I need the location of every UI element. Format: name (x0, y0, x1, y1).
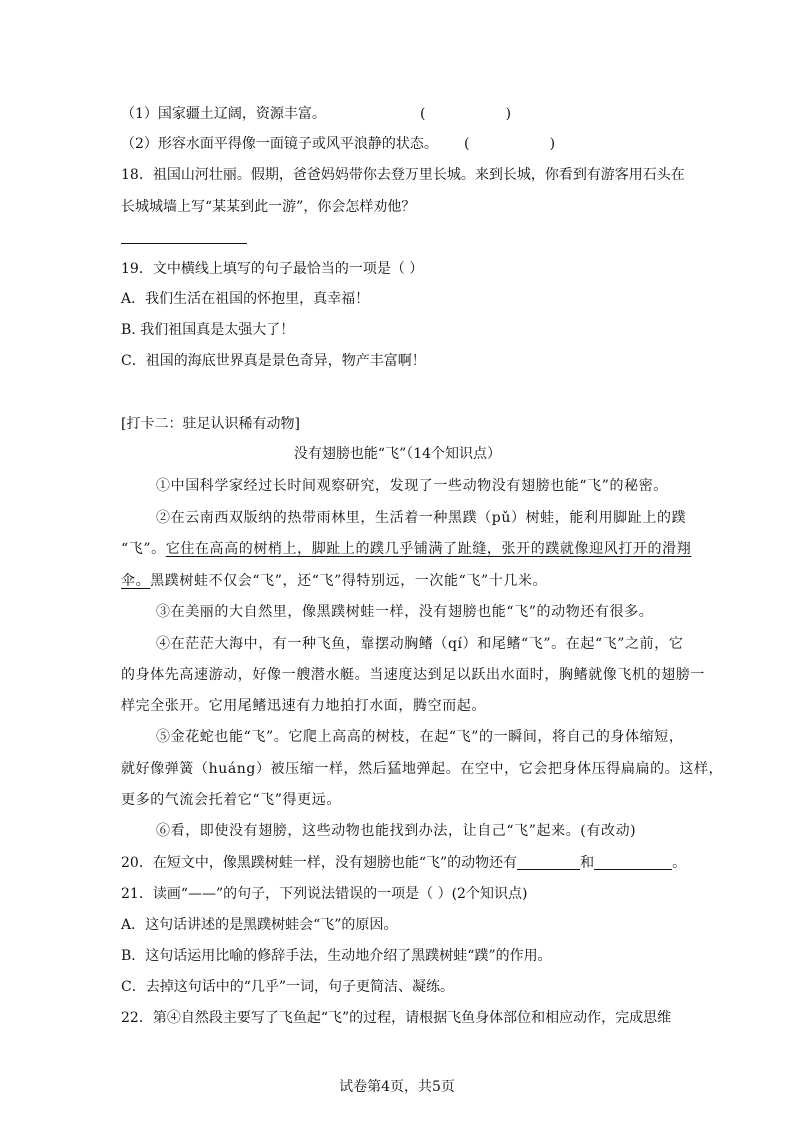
q18-line-1: 18．祖国山河壮丽。假期，爸爸妈妈带你去登万里长城。来到长城，你看到有游客用石头在 (121, 167, 685, 183)
page-footer: 试卷第4页，共5页 (339, 1079, 455, 1095)
passage-paragraph-5-line-1: ⑤金花蛇也能“飞”。它爬上高高的树枝，在起“飞”的一瞬间，将自己的身体缩短， (156, 729, 684, 745)
q19-stem: 19．文中横线上填写的句子最恰当的一项是（ ） (121, 261, 424, 277)
passage-title: 没有翅膀也能“飞”（14个知识点） (293, 446, 502, 462)
passage-paragraph-6: ⑥看，即使没有翅膀，这些动物也能找到办法，让自己“飞”起来。(有改动) (156, 823, 637, 839)
passage-paragraph-1: ①中国科学家经过长时间观察研究，发现了一些动物没有翅膀也能“飞”的秘密。 (156, 478, 668, 494)
passage-paragraph-5-line-2: 就好像弹簧（huáng）被压缩一样，然后猛地弹起。在空中，它会把身体压得扁扁的。这样， (121, 761, 724, 777)
q17-item-1-answer-paren[interactable]: ( ) (420, 106, 512, 122)
q19-option-c[interactable]: C．祖国的海底世界真是景色奇异，物产丰富啊！ (121, 353, 426, 369)
passage-paragraph-4-line-1: ④在茫茫大海中，有一种飞鱼，靠摆动胸鳍（qí）和尾鳍“飞”。在起“飞”之前，它 (156, 636, 684, 652)
passage-paragraph-2-line-1: ②在云南西双版纳的热带雨林里，生活着一种黑蹼（pǔ）树蛙，能利用脚趾上的蹼 (156, 510, 687, 526)
q19-option-b[interactable]: B. 我们祖国真是太强大了！ (121, 322, 295, 338)
q19-option-a[interactable]: A．我们生活在祖国的怀抱里，真幸福！ (121, 291, 370, 307)
underlined-sentence-part-2: 伞。 (121, 573, 151, 589)
passage-paragraph-2-line-3: 伞。黑蹼树蛙不仅会“飞”，还“飞”得特别远，一次能“飞”十几米。 (121, 573, 548, 589)
section-label: [打卡二：驻足认识稀有动物] (121, 416, 300, 432)
q21-option-c[interactable]: C．去掉这句话中的“几乎”一词，句子更简洁、凝练。 (121, 979, 455, 995)
q21-option-b[interactable]: B．这句话运用比喻的修辞手法，生动地介绍了黑蹼树蛙“蹼”的作用。 (121, 948, 552, 964)
q17-item-2: （2）形容水面平得像一面镜子或风平浪静的状态。 (121, 136, 438, 152)
q21-option-a[interactable]: A．这句话讲述的是黑蹼树蛙会“飞”的原因。 (121, 917, 398, 933)
q21-stem: 21．读画“——”的句子，下列说法错误的一项是（ ）(2个知识点) (121, 886, 528, 902)
q20-blank-2[interactable] (594, 854, 672, 870)
passage-paragraph-2-line-2: “飞”。它住在高高的树梢上，脚趾上的蹼几乎铺满了趾缝，张开的蹼就像迎风打开的滑翔 (121, 541, 692, 557)
passage-paragraph-3: ③在美丽的大自然里，像黑蹼树蛙一样，没有翅膀也能“飞”的动物还有很多。 (156, 604, 654, 620)
passage-paragraph-4-line-3: 样完全张开。它用尾鳍迅速有力地拍打水面，腾空而起。 (121, 698, 486, 714)
q18-line-2: 长城城墙上写“某某到此一游”，你会怎样劝他？ (121, 199, 416, 215)
passage-paragraph-4-line-2: 的身体先高速游动，好像一艘潜水艇。当速度达到足以跃出水面时，胸鳍就像飞机的翅膀一 (121, 667, 705, 683)
q17-item-2-answer-paren[interactable]: ( ) (464, 136, 556, 152)
q20-blank-1[interactable] (517, 854, 580, 870)
q17-item-1: （1）国家疆土辽阔，资源丰富。 (121, 106, 326, 122)
q20: 20．在短文中，像黑蹼树蛙一样，没有翅膀也能“飞”的动物还有 和 。 (121, 855, 687, 871)
q22-line-1: 22．第④自然段主要写了飞鱼起“飞”的过程，请根据飞鱼身体部位和相应动作，完成思维 (121, 1010, 672, 1026)
q18-answer-line[interactable] (121, 243, 247, 244)
underlined-sentence-part-1: 它住在高高的树梢上，脚趾上的蹼几乎铺满了趾缝，张开的蹼就像迎风打开的滑翔 (165, 541, 692, 557)
passage-paragraph-5-line-3: 更多的气流会托着它“飞”得更远。 (121, 792, 341, 808)
